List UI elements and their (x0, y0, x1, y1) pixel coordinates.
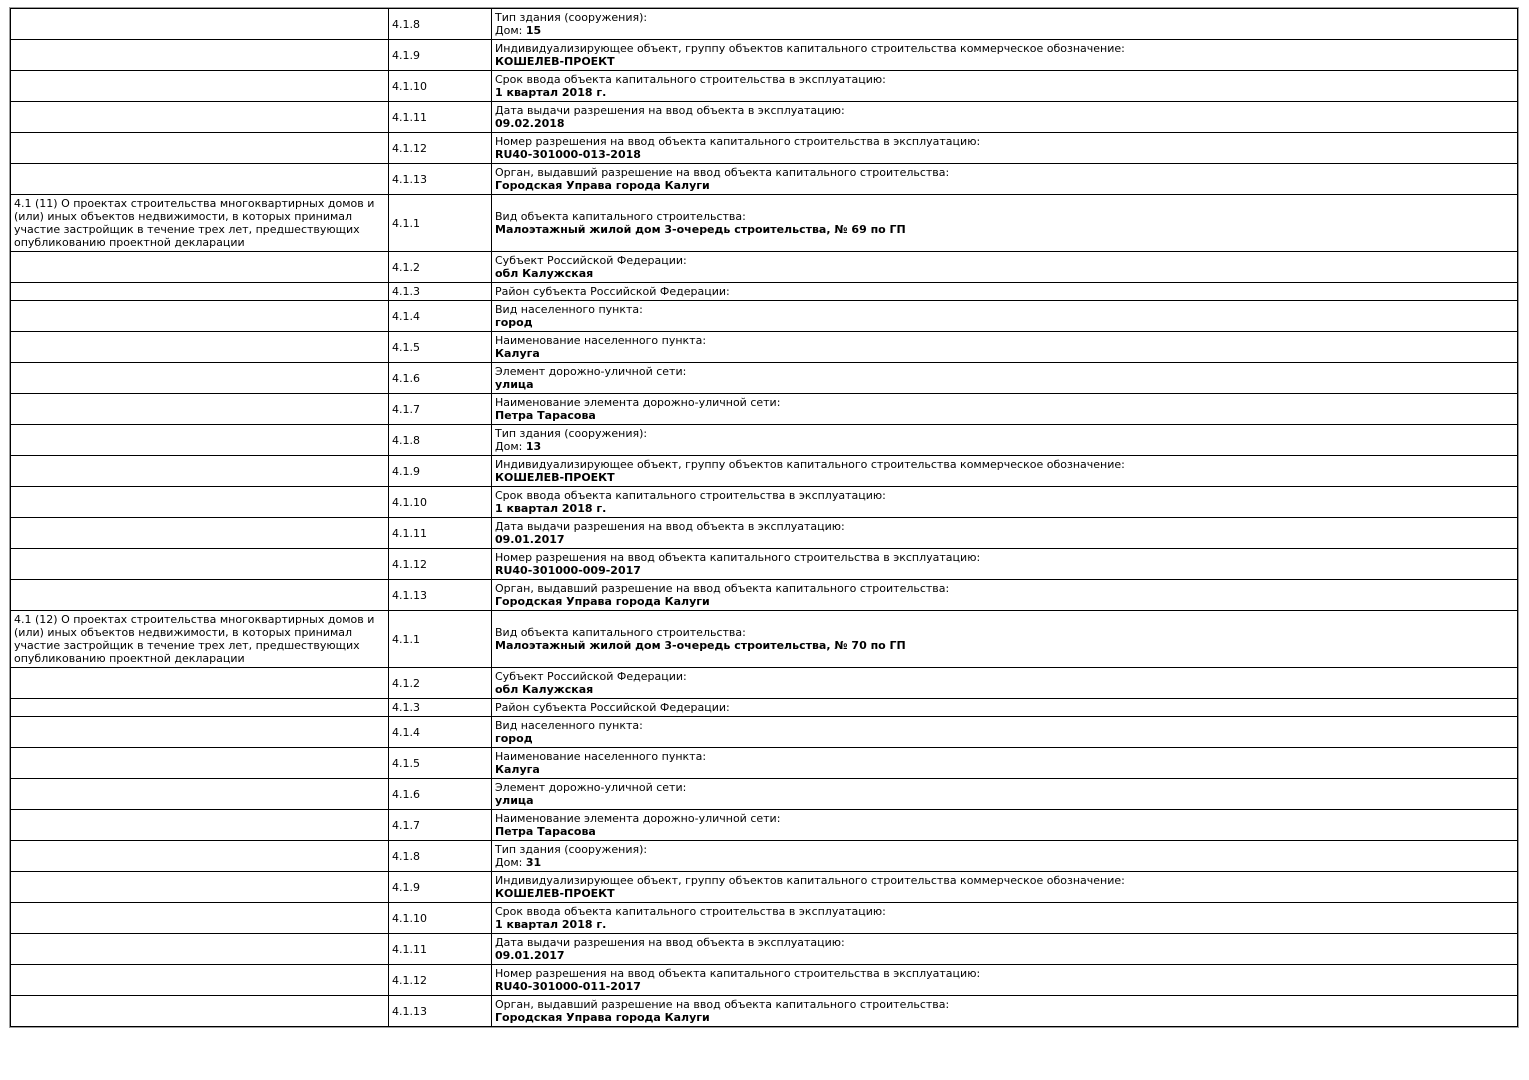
left-spacer-cell (11, 779, 389, 810)
field-value-line (495, 564, 1514, 577)
table-row (11, 283, 1518, 301)
field-label: Вид населенного пункта: (495, 303, 643, 316)
row-number: 4.1.3 (392, 285, 420, 298)
left-spacer-cell (11, 301, 389, 332)
section-description: 4.1 (12) О проектах строительства многоквартирных домов и (или) иных объектов недвижимости, в которых принимал участие застройщик в течение трех лет, предшествующих опубликованию проектной декларации (14, 613, 375, 665)
row-number: 4.1.2 (392, 676, 420, 690)
field-cell (492, 71, 1518, 102)
row-number-cell (389, 903, 492, 934)
field-value: 1 квартал 2018 г. (495, 502, 607, 515)
field-value: Малоэтажный жилой дом 3-очередь строительства, № 69 по ГП (495, 223, 906, 236)
field-value-line (495, 949, 1514, 962)
field-cell (492, 580, 1518, 611)
row-number: 4.1.13 (392, 172, 427, 186)
left-spacer-cell (11, 283, 389, 301)
row-number-cell (389, 965, 492, 996)
row-number: 4.1.7 (392, 818, 420, 832)
left-spacer-cell (11, 363, 389, 394)
row-number-cell (389, 301, 492, 332)
field-cell (492, 996, 1518, 1027)
field-value: RU40-301000-013-2018 (495, 148, 641, 161)
field-cell (492, 425, 1518, 456)
field-cell (492, 301, 1518, 332)
field-value: улица (495, 378, 534, 391)
field-label: Субъект Российской Федерации: (495, 254, 687, 267)
field-value-prefix: Дом: (495, 856, 526, 869)
table-row (11, 699, 1518, 717)
field-value-line (495, 825, 1514, 838)
field-cell (492, 487, 1518, 518)
row-number-cell (389, 580, 492, 611)
field-cell (492, 810, 1518, 841)
table-row (11, 996, 1518, 1027)
table-row (11, 363, 1518, 394)
field-cell (492, 363, 1518, 394)
field-label: Тип здания (сооружения): (495, 11, 648, 24)
field-label: Дата выдачи разрешения на ввод объекта в эксплуатацию: (495, 936, 845, 949)
field-label: Дата выдачи разрешения на ввод объекта в эксплуатацию: (495, 520, 845, 533)
table-row (11, 779, 1518, 810)
left-spacer-cell (11, 872, 389, 903)
row-number-cell (389, 668, 492, 699)
table-row (11, 252, 1518, 283)
section-description-cell (11, 611, 389, 668)
field-label: Орган, выдавший разрешение на ввод объекта капитального строительства: (495, 582, 950, 595)
field-value: КОШЕЛЕВ-ПРОЕКТ (495, 55, 615, 68)
field-label: Индивидуализирующее объект, группу объектов капитального строительства коммерческое обозначение: (495, 874, 1125, 887)
field-value: RU40-301000-009-2017 (495, 564, 641, 577)
left-spacer-cell (11, 903, 389, 934)
section-description: 4.1 (11) О проектах строительства многоквартирных домов и (или) иных объектов недвижимости, в которых принимал участие застройщик в течение трех лет, предшествующих опубликованию проектной декларации (14, 197, 375, 249)
field-value-line (495, 732, 1514, 745)
row-number-cell (389, 102, 492, 133)
field-value: улица (495, 794, 534, 807)
field-value-line (495, 347, 1514, 360)
field-value: 31 (525, 856, 542, 869)
table-row (11, 164, 1518, 195)
left-spacer-cell (11, 102, 389, 133)
table-row (11, 518, 1518, 549)
row-number-cell (389, 456, 492, 487)
field-cell (492, 283, 1518, 301)
table-row (11, 903, 1518, 934)
row-number: 4.1.5 (392, 756, 420, 770)
field-cell (492, 102, 1518, 133)
field-value-line (495, 267, 1514, 280)
row-number-cell (389, 195, 492, 252)
field-value-line (495, 440, 1514, 453)
table-row (11, 71, 1518, 102)
field-value: 1 квартал 2018 г. (495, 918, 607, 931)
field-label: Срок ввода объекта капитального строительства в эксплуатацию: (495, 905, 886, 918)
row-number: 4.1.11 (392, 110, 427, 124)
left-spacer-cell (11, 71, 389, 102)
row-number: 4.1.12 (392, 973, 427, 987)
field-value-line (495, 683, 1514, 696)
field-value: Городская Управа города Калуги (495, 595, 710, 608)
left-spacer-cell (11, 748, 389, 779)
left-spacer-cell (11, 9, 389, 40)
field-value: 09.01.2017 (495, 533, 565, 546)
row-number-cell (389, 363, 492, 394)
left-spacer-cell (11, 518, 389, 549)
table-row (11, 195, 1518, 252)
row-number-cell (389, 934, 492, 965)
row-number: 4.1.5 (392, 340, 420, 354)
field-value-line (495, 887, 1514, 900)
field-cell (492, 40, 1518, 71)
field-label: Индивидуализирующее объект, группу объектов капитального строительства коммерческое обозначение: (495, 458, 1125, 471)
field-cell (492, 717, 1518, 748)
field-label: Район субъекта Российской Федерации: (495, 701, 730, 714)
field-value-line (495, 24, 1514, 37)
table-row (11, 301, 1518, 332)
row-number: 4.1.1 (392, 632, 420, 646)
field-value-line (495, 794, 1514, 807)
table-row (11, 611, 1518, 668)
field-cell (492, 965, 1518, 996)
field-label: Дата выдачи разрешения на ввод объекта в эксплуатацию: (495, 104, 845, 117)
table-row (11, 549, 1518, 580)
field-value-line (495, 1011, 1514, 1024)
field-label: Наименование населенного пункта: (495, 334, 707, 347)
row-number: 4.1.8 (392, 17, 420, 31)
field-value: обл Калужская (495, 683, 594, 696)
field-value: Городская Управа города Калуги (495, 179, 710, 192)
field-value-line (495, 117, 1514, 130)
field-cell (492, 456, 1518, 487)
row-number: 4.1.2 (392, 260, 420, 274)
field-value-line (495, 223, 1514, 236)
table-row (11, 810, 1518, 841)
row-number-cell (389, 40, 492, 71)
row-number-cell (389, 699, 492, 717)
row-number-cell (389, 872, 492, 903)
row-number-cell (389, 71, 492, 102)
field-cell (492, 518, 1518, 549)
left-spacer-cell (11, 40, 389, 71)
table-row (11, 394, 1518, 425)
field-value-line (495, 148, 1514, 161)
field-label: Вид объекта капитального строительства: (495, 210, 746, 223)
left-spacer-cell (11, 252, 389, 283)
field-label: Субъект Российской Федерации: (495, 670, 687, 683)
row-number-cell (389, 9, 492, 40)
field-value: 15 (525, 24, 542, 37)
left-spacer-cell (11, 996, 389, 1027)
field-value-line (495, 378, 1514, 391)
table-row (11, 580, 1518, 611)
field-value: Городская Управа города Калуги (495, 1011, 710, 1024)
row-number-cell (389, 425, 492, 456)
table-row (11, 425, 1518, 456)
declaration-table-body (11, 9, 1518, 1027)
field-value-line (495, 639, 1514, 652)
row-number: 4.1.10 (392, 79, 427, 93)
row-number: 4.1.9 (392, 464, 420, 478)
row-number: 4.1.9 (392, 48, 420, 62)
table-row (11, 934, 1518, 965)
field-label: Район субъекта Российской Федерации: (495, 285, 730, 298)
field-cell (492, 252, 1518, 283)
field-value: город (495, 732, 533, 745)
row-number-cell (389, 283, 492, 301)
field-label: Орган, выдавший разрешение на ввод объекта капитального строительства: (495, 998, 950, 1011)
row-number: 4.1.1 (392, 216, 420, 230)
field-cell (492, 164, 1518, 195)
field-value-line (495, 856, 1514, 869)
field-label: Элемент дорожно-уличной сети: (495, 781, 687, 794)
table-row (11, 456, 1518, 487)
row-number-cell (389, 717, 492, 748)
left-spacer-cell (11, 965, 389, 996)
field-label: Срок ввода объекта капитального строительства в эксплуатацию: (495, 73, 886, 86)
field-cell (492, 549, 1518, 580)
field-label: Индивидуализирующее объект, группу объектов капитального строительства коммерческое обозначение: (495, 42, 1125, 55)
field-value-line (495, 763, 1514, 776)
field-value: 13 (525, 440, 542, 453)
field-cell (492, 195, 1518, 252)
field-cell (492, 934, 1518, 965)
field-value-line (495, 918, 1514, 931)
field-label: Вид населенного пункта: (495, 719, 643, 732)
field-cell (492, 841, 1518, 872)
field-value: обл Калужская (495, 267, 594, 280)
row-number: 4.1.11 (392, 526, 427, 540)
row-number: 4.1.12 (392, 141, 427, 155)
row-number: 4.1.6 (392, 371, 420, 385)
field-label: Номер разрешения на ввод объекта капитального строительства в эксплуатацию: (495, 135, 981, 148)
field-value: Петра Тарасова (495, 409, 596, 422)
field-cell (492, 903, 1518, 934)
left-spacer-cell (11, 668, 389, 699)
field-value: Петра Тарасова (495, 825, 596, 838)
field-cell (492, 394, 1518, 425)
table-row (11, 102, 1518, 133)
row-number: 4.1.6 (392, 787, 420, 801)
field-value-line (495, 55, 1514, 68)
field-value: город (495, 316, 533, 329)
left-spacer-cell (11, 580, 389, 611)
field-label: Срок ввода объекта капитального строительства в эксплуатацию: (495, 489, 886, 502)
row-number-cell (389, 996, 492, 1027)
left-spacer-cell (11, 487, 389, 518)
project-declaration-table (10, 8, 1518, 1027)
field-label: Тип здания (сооружения): (495, 427, 648, 440)
left-spacer-cell (11, 934, 389, 965)
table-row (11, 40, 1518, 71)
field-value-line (495, 316, 1514, 329)
field-value: 1 квартал 2018 г. (495, 86, 607, 99)
table-row (11, 717, 1518, 748)
field-value: КОШЕЛЕВ-ПРОЕКТ (495, 887, 615, 900)
field-cell (492, 699, 1518, 717)
field-value-line (495, 533, 1514, 546)
row-number-cell (389, 841, 492, 872)
left-spacer-cell (11, 549, 389, 580)
field-value-line (495, 502, 1514, 515)
row-number-cell (389, 164, 492, 195)
field-cell (492, 332, 1518, 363)
table-row (11, 9, 1518, 40)
field-value-line (495, 595, 1514, 608)
row-number: 4.1.11 (392, 942, 427, 956)
row-number: 4.1.7 (392, 402, 420, 416)
table-row (11, 487, 1518, 518)
field-value: Малоэтажный жилой дом 3-очередь строительства, № 70 по ГП (495, 639, 906, 652)
row-number: 4.1.4 (392, 309, 420, 323)
left-spacer-cell (11, 425, 389, 456)
table-row (11, 965, 1518, 996)
field-label: Наименование элемента дорожно-уличной сети: (495, 396, 781, 409)
left-spacer-cell (11, 810, 389, 841)
field-value: 09.02.2018 (495, 117, 565, 130)
row-number-cell (389, 810, 492, 841)
field-label: Тип здания (сооружения): (495, 843, 648, 856)
field-value: RU40-301000-011-2017 (495, 980, 641, 993)
left-spacer-cell (11, 394, 389, 425)
table-row (11, 748, 1518, 779)
row-number: 4.1.12 (392, 557, 427, 571)
row-number: 4.1.3 (392, 701, 420, 714)
field-value-line (495, 86, 1514, 99)
field-cell (492, 133, 1518, 164)
field-label: Элемент дорожно-уличной сети: (495, 365, 687, 378)
row-number-cell (389, 332, 492, 363)
row-number: 4.1.4 (392, 725, 420, 739)
field-value: Калуга (495, 763, 540, 776)
field-value-prefix: Дом: (495, 440, 526, 453)
row-number-cell (389, 748, 492, 779)
left-spacer-cell (11, 456, 389, 487)
row-number: 4.1.8 (392, 849, 420, 863)
field-label: Орган, выдавший разрешение на ввод объекта капитального строительства: (495, 166, 950, 179)
field-value-line (495, 409, 1514, 422)
field-cell (492, 748, 1518, 779)
row-number-cell (389, 779, 492, 810)
section-description-cell (11, 195, 389, 252)
field-value-line (495, 179, 1514, 192)
field-value-prefix: Дом: (495, 24, 526, 37)
field-value-line (495, 471, 1514, 484)
field-value: 09.01.2017 (495, 949, 565, 962)
table-row (11, 872, 1518, 903)
field-label: Номер разрешения на ввод объекта капитального строительства в эксплуатацию: (495, 551, 981, 564)
table-row (11, 133, 1518, 164)
field-value-line (495, 980, 1514, 993)
row-number: 4.1.13 (392, 588, 427, 602)
table-row (11, 668, 1518, 699)
left-spacer-cell (11, 133, 389, 164)
left-spacer-cell (11, 164, 389, 195)
row-number-cell (389, 518, 492, 549)
row-number-cell (389, 611, 492, 668)
row-number-cell (389, 549, 492, 580)
field-label: Номер разрешения на ввод объекта капитального строительства в эксплуатацию: (495, 967, 981, 980)
field-cell (492, 872, 1518, 903)
row-number: 4.1.8 (392, 433, 420, 447)
field-cell (492, 779, 1518, 810)
left-spacer-cell (11, 699, 389, 717)
row-number-cell (389, 394, 492, 425)
row-number: 4.1.9 (392, 880, 420, 894)
field-value: Калуга (495, 347, 540, 360)
field-label: Наименование населенного пункта: (495, 750, 707, 763)
row-number-cell (389, 133, 492, 164)
field-label: Вид объекта капитального строительства: (495, 626, 746, 639)
table-row (11, 332, 1518, 363)
row-number: 4.1.10 (392, 495, 427, 509)
field-cell (492, 668, 1518, 699)
field-value: КОШЕЛЕВ-ПРОЕКТ (495, 471, 615, 484)
field-label: Наименование элемента дорожно-уличной сети: (495, 812, 781, 825)
field-cell (492, 611, 1518, 668)
left-spacer-cell (11, 841, 389, 872)
row-number-cell (389, 252, 492, 283)
row-number-cell (389, 487, 492, 518)
row-number: 4.1.10 (392, 911, 427, 925)
left-spacer-cell (11, 332, 389, 363)
row-number: 4.1.13 (392, 1004, 427, 1018)
table-row (11, 841, 1518, 872)
field-cell (492, 9, 1518, 40)
left-spacer-cell (11, 717, 389, 748)
